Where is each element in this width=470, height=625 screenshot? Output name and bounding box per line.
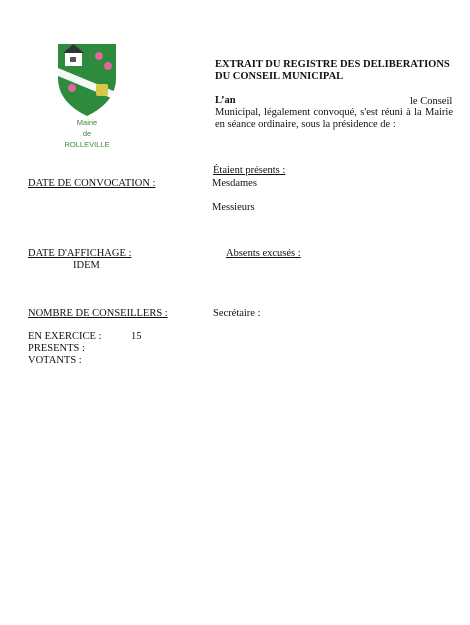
intro-body: Municipal, légalement convoqué, s'est réuni à la Mairie en séance ordinaire, sous la présidence de :	[215, 107, 453, 130]
affichage-value: IDEM	[73, 260, 100, 271]
exercice-value: 15	[131, 331, 142, 342]
document-title-line1: EXTRAIT DU REGISTRE DES DELIBERATIONS	[215, 59, 450, 70]
logo-caption-line2: de	[82, 129, 92, 138]
affichage-label: DATE D'AFFICHAGE :	[28, 248, 132, 259]
convocation-label: DATE DE CONVOCATION :	[28, 178, 156, 189]
presents-messieurs: Messieurs	[212, 202, 255, 213]
votants-label: VOTANTS :	[28, 355, 82, 366]
presents-heading: Étaient présents :	[213, 165, 286, 176]
intro-lead: L’an	[215, 95, 236, 106]
presents-mesdames: Mesdames	[212, 178, 257, 189]
mairie-logo	[52, 38, 122, 118]
shield-emblem-icon	[52, 38, 122, 118]
document-title-line2: DU CONSEIL MUNICIPAL	[215, 71, 344, 82]
exercice-label: EN EXERCICE :	[28, 331, 102, 342]
logo-caption-line3: ROLLEVILLE	[64, 140, 110, 149]
secretaire-label: Secrétaire :	[213, 308, 261, 319]
logo-caption-line1: Mairie	[76, 118, 98, 127]
absents-label: Absents excusés :	[226, 248, 301, 259]
presents-count-label: PRESENTS :	[28, 343, 85, 354]
conseillers-label: NOMBRE DE CONSEILLERS :	[28, 308, 168, 319]
logo-caption	[62, 117, 112, 150]
intro-tail: le Conseil	[410, 96, 453, 107]
